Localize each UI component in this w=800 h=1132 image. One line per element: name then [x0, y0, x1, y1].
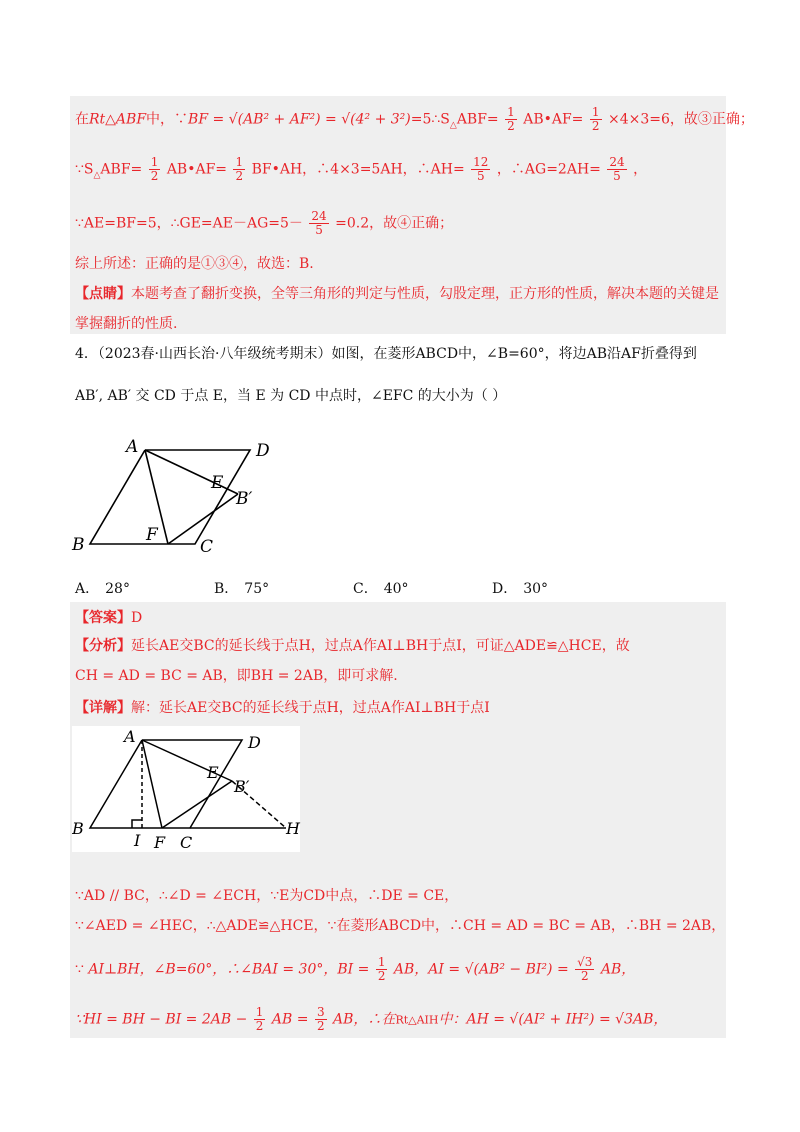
label-A: A [126, 437, 139, 457]
fraction-half: $\frac{1}{2}$ [377, 955, 386, 983]
fig2-label-A: A [124, 727, 136, 746]
sol3-summary: 综上所述：正确的是①③④，故选：B. [75, 256, 314, 272]
fraction-root3-half: $\frac{√3}{2}$ [577, 955, 593, 983]
fraction-12-5: $\frac{12}{5}$ [473, 155, 489, 183]
step-1: ∵AD // BC，∴∠D = ∠ECH，∵E为CD中点，∴DE = CE， [75, 888, 459, 904]
label-B: B [72, 535, 85, 555]
step-2: ∵∠AED = ∠HEC，∴△ADE≌△HCE，∵在菱形ABCD中，∴CH = AD = BC = AB，∴BH = 2AB， [75, 918, 726, 934]
q4-line1: 4．（2023春·山西长治·八年级统考期末）如图，在菱形ABCD中，∠B=60°，将边AB沿AF折叠得到 [75, 346, 697, 362]
comment-line2: 掌握翻折的性质. [75, 316, 178, 332]
fraction-half: $\frac{1}{2}$ [591, 105, 600, 133]
fraction-half: $\frac{1}{2}$ [150, 155, 159, 183]
option-a[interactable]: A． 28° [75, 581, 130, 597]
option-b[interactable]: B． 75° [214, 581, 270, 597]
fraction-3-2: $\frac{3}{2}$ [316, 1005, 325, 1033]
fraction-half: $\frac{1}{2}$ [255, 1005, 264, 1033]
fig2-label-F: F [154, 833, 166, 852]
sol3-line1: 在Rt△ABF中，∵BF = $√(AB^2 + AF^2) = √(4^2 + 3^2)=5\therefore S_\triangle ABF=$ $\frac{1}{2}$ AB•AF= $\frac{1}{2}$ ×4×3=6，故③正确； [75, 105, 754, 133]
label-F: F [146, 525, 158, 545]
detail-line: 【详解】解：延长AE交BC的延长线于点H，过点A作AI⊥BH于点I [75, 700, 490, 716]
rhombus-figure [60, 430, 290, 560]
fig2-label-C: C [180, 833, 193, 852]
step-4: ∵HI = BH − BI = 2AB − $\frac{1}{2}$ AB = $\frac{3}{2}$ AB，∴在Rt△AIH中：AH = √(AI² + IH²) = √3AB， [75, 1005, 668, 1033]
label-D: D [256, 441, 270, 461]
option-d[interactable]: D． 30° [492, 581, 549, 597]
rhombus-extended-figure [72, 726, 304, 852]
answer-line: 【答案】D [75, 610, 143, 626]
fraction-half: $\frac{1}{2}$ [235, 155, 244, 183]
q4-line2: AB′, AB′ 交 CD 于点 E，当 E 为 CD 中点时，∠EFC 的大小为（ ） [75, 388, 507, 404]
label-Bprime: B′ [236, 489, 253, 509]
step-3: ∵ AI⊥BH，∠B=60°，∴∠BAI = 30°，BI = $\frac{1}{2}$ AB，AI = √(AB² − BI²) = $\frac{√3}{2}$ AB， [75, 955, 636, 983]
sol3-line3: ∵AE=BF=5，∴GE=AE－AG=5－ $\frac{24}{5}$ =0.2，故④正确； [75, 209, 454, 237]
fig2-label-E: E [207, 763, 219, 782]
comment-line1: 【点睛】本题考查了翻折变换，全等三角形的判定与性质，勾股定理，正方形的性质，解决本题的关键是 [75, 286, 719, 302]
analysis-line1: 【分析】延长AE交BC的延长线于点H，过点A作AI⊥BH于点I，可证△ADE≌△HCE，故 [75, 638, 630, 654]
analysis-line2: CH = AD = BC = AB，即BH = 2AB，即可求解. [75, 668, 398, 684]
fig2-label-B: B [72, 819, 84, 838]
label-E: E [211, 473, 224, 493]
fraction-24-5: $\frac{24}{5}$ [311, 209, 327, 237]
fig2-label-I: I [134, 831, 141, 850]
sol3-line2: $\because S_\triangle ABF=$ $\frac{1}{2}$ AB•AF= $\frac{1}{2}$ BF•AH，∴4×3=5AH，∴AH= $\frac{12}{5}$ ，∴AG=2AH= $\frac{24}{5}$ ， [75, 155, 648, 183]
option-c[interactable]: C． 40° [353, 581, 409, 597]
fraction-24-5: $\frac{24}{5}$ [609, 155, 625, 183]
label-C: C [200, 537, 214, 557]
fig2-label-H: H [286, 819, 300, 838]
fraction-half: $\frac{1}{2}$ [507, 105, 515, 133]
fig2-label-D: D [248, 733, 261, 752]
fig2-label-Bprime: B′ [234, 777, 250, 796]
